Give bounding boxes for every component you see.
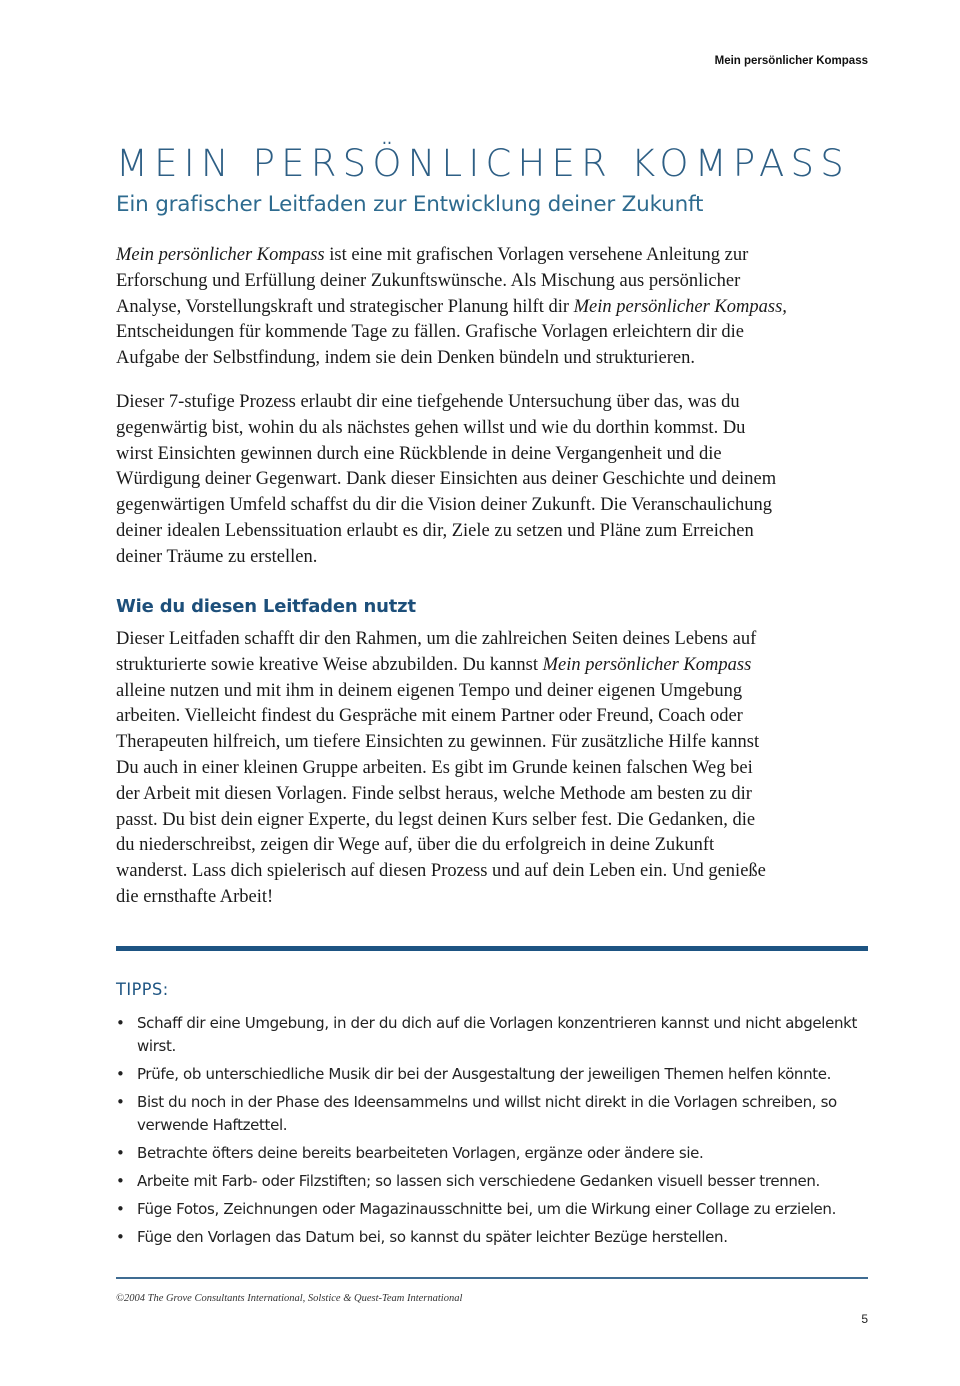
italic-title: Mein persönlicher Kompass, [573,296,787,317]
bullet-icon: • [116,1144,125,1162]
text-line: arbeiten. Vielleicht findest du Gespräche mit einem Partner oder Freund, Coach oder [116,706,743,727]
text-line: Du auch in einer kleinen Gruppe arbeiten. Es gibt im Grunde keinen falschen Weg bei [116,757,753,778]
section-heading-usage: Wie du diesen Leitfaden nutzt [116,596,416,617]
text-line: du niederschreibst, zeigen dir Wege auf, über die du erfolgreich in deine Zukunft [116,835,715,856]
copyright-notice: ©2004 The Grove Consultants International, Solstice & Quest-Team International [116,1293,463,1304]
tips-heading: TIPPS: [116,980,169,1000]
intro-paragraph-1 [116,243,868,372]
tip-item: • Schaff dir eine Umgebung, in der du dich auf die Vorlagen konzentrieren kannst und nicht abgelenkt wirst. [116,1014,857,1055]
page-number: 5 [861,1312,868,1326]
text-line: deiner idealen Lebenssituation erlaubt es dir, Ziele zu setzen und Pläne zum Erreichen [116,520,754,541]
text-line: Therapeuten hilfreich, um tiefere Einsichten zu gewinnen. Für zusätzliche Hilfe kannst [116,732,760,753]
text-line: wirst Einsichten gewinnen durch eine Rückblende in deine Vergangenheit und die [116,443,722,464]
text-line: passt. Du bist dein eigner Experte, du legst deinen Kurs selber fest. Die Gedanken, die [116,809,756,830]
tip-item: • Füge Fotos, Zeichnungen oder Magazinausschnitte bei, um die Wirkung einer Collage zu erzielen. [116,1198,876,1221]
page-title: MEIN PERSÖNLICHER KOMPASS [116,142,850,185]
tip-item: • Arbeite mit Farb- oder Filzstiften; so lassen sich verschiedene Gedanken visuell besser trennen. [116,1170,876,1193]
text-line: die ernsthafte Arbeit! [116,886,274,907]
usage-paragraph [116,627,868,911]
text-line: Würdigung deiner Gegenwart. Dank dieser Einsichten aus deiner Geschichte und deinem [116,469,777,490]
text-line: Dieser 7-stufige Prozess erlaubt dir eine tiefgehende Untersuchung über das, was du [116,392,740,412]
italic-title: Mein persönlicher Kompass [542,654,752,675]
tip-item: • Bist du noch in der Phase des Ideensammelns und willst nicht direkt in die Vorlagen schreiben, so verwende Haftzettel. [116,1093,837,1134]
text-line: gegenwärtig bist, wohin du als nächstes gehen willst und wie du dorthin kommst. Du [116,417,746,438]
text-line: Entscheidungen für kommende Tage zu fällen. Grafische Vorlagen erleichtern dir die [116,322,744,343]
text-line: der Arbeit mit diesen Vorlagen. Finde selbst heraus, welche Methode am besten zu dir [116,783,752,804]
footer-divider [116,1277,868,1279]
bullet-icon: • [116,1014,125,1032]
bullet-icon: • [116,1093,125,1111]
page-subtitle: Ein grafischer Leitfaden zur Entwicklung deiner Zukunft [116,192,704,217]
bullet-icon: • [116,1065,125,1083]
text-line: Aufgabe der Selbstfindung, indem sie dein Denken bündeln und strukturieren. [116,348,696,369]
bullet-icon: • [116,1228,125,1246]
text-line: wanderst. Lass dich spielerisch auf diesen Prozess und auf dein Leben ein. Und genieße [116,861,766,882]
running-header: Mein persönlicher Kompass [714,55,868,67]
tip-item: • Betrachte öfters deine bereits bearbeiteten Vorlagen, ergänze oder ändere sie. [116,1142,876,1165]
tip-item: • Füge den Vorlagen das Datum bei, so kannst du später leichter Bezüge herstellen. [116,1226,876,1249]
tips-list [116,1012,876,1254]
bullet-icon: • [116,1200,125,1218]
text-line: Analyse, Vorstellungskraft und strategischer Planung hilft dir Mein persönlicher Kompass, [116,296,787,317]
tip-item: • Prüfe, ob unterschiedliche Musik dir bei der Ausgestaltung der jeweiligen Themen helfen könnte. [116,1063,876,1086]
text-line: deiner Träume zu erstellen. [116,546,318,567]
text-line: strukturierte sowie kreative Weise abzubilden. Du kannst Mein persönlicher Kompass [116,654,752,675]
text-line: Dieser Leitfaden schafft dir den Rahmen, um die zahlreichen Seiten deines Lebens auf [116,629,757,649]
section-divider [116,946,868,951]
text-line: Erforschung und Erfüllung deiner Zukunftswünsche. Als Mischung aus persönlicher [116,270,741,291]
italic-title: Mein persönlicher Kompass [116,245,325,265]
bullet-icon: • [116,1172,125,1190]
text-line: Mein persönlicher Kompass ist eine mit grafischen Vorlagen versehene Anleitung zur [116,245,749,265]
text-line: alleine nutzen und mit ihm in deinem eigenen Tempo und deiner eigenen Umgebung [116,680,743,701]
text-line: gegenwärtigen Umfeld schaffst du dir die Vision deiner Zukunft. Die Veranschaulichung [116,495,772,516]
intro-paragraph-2 [116,390,868,571]
